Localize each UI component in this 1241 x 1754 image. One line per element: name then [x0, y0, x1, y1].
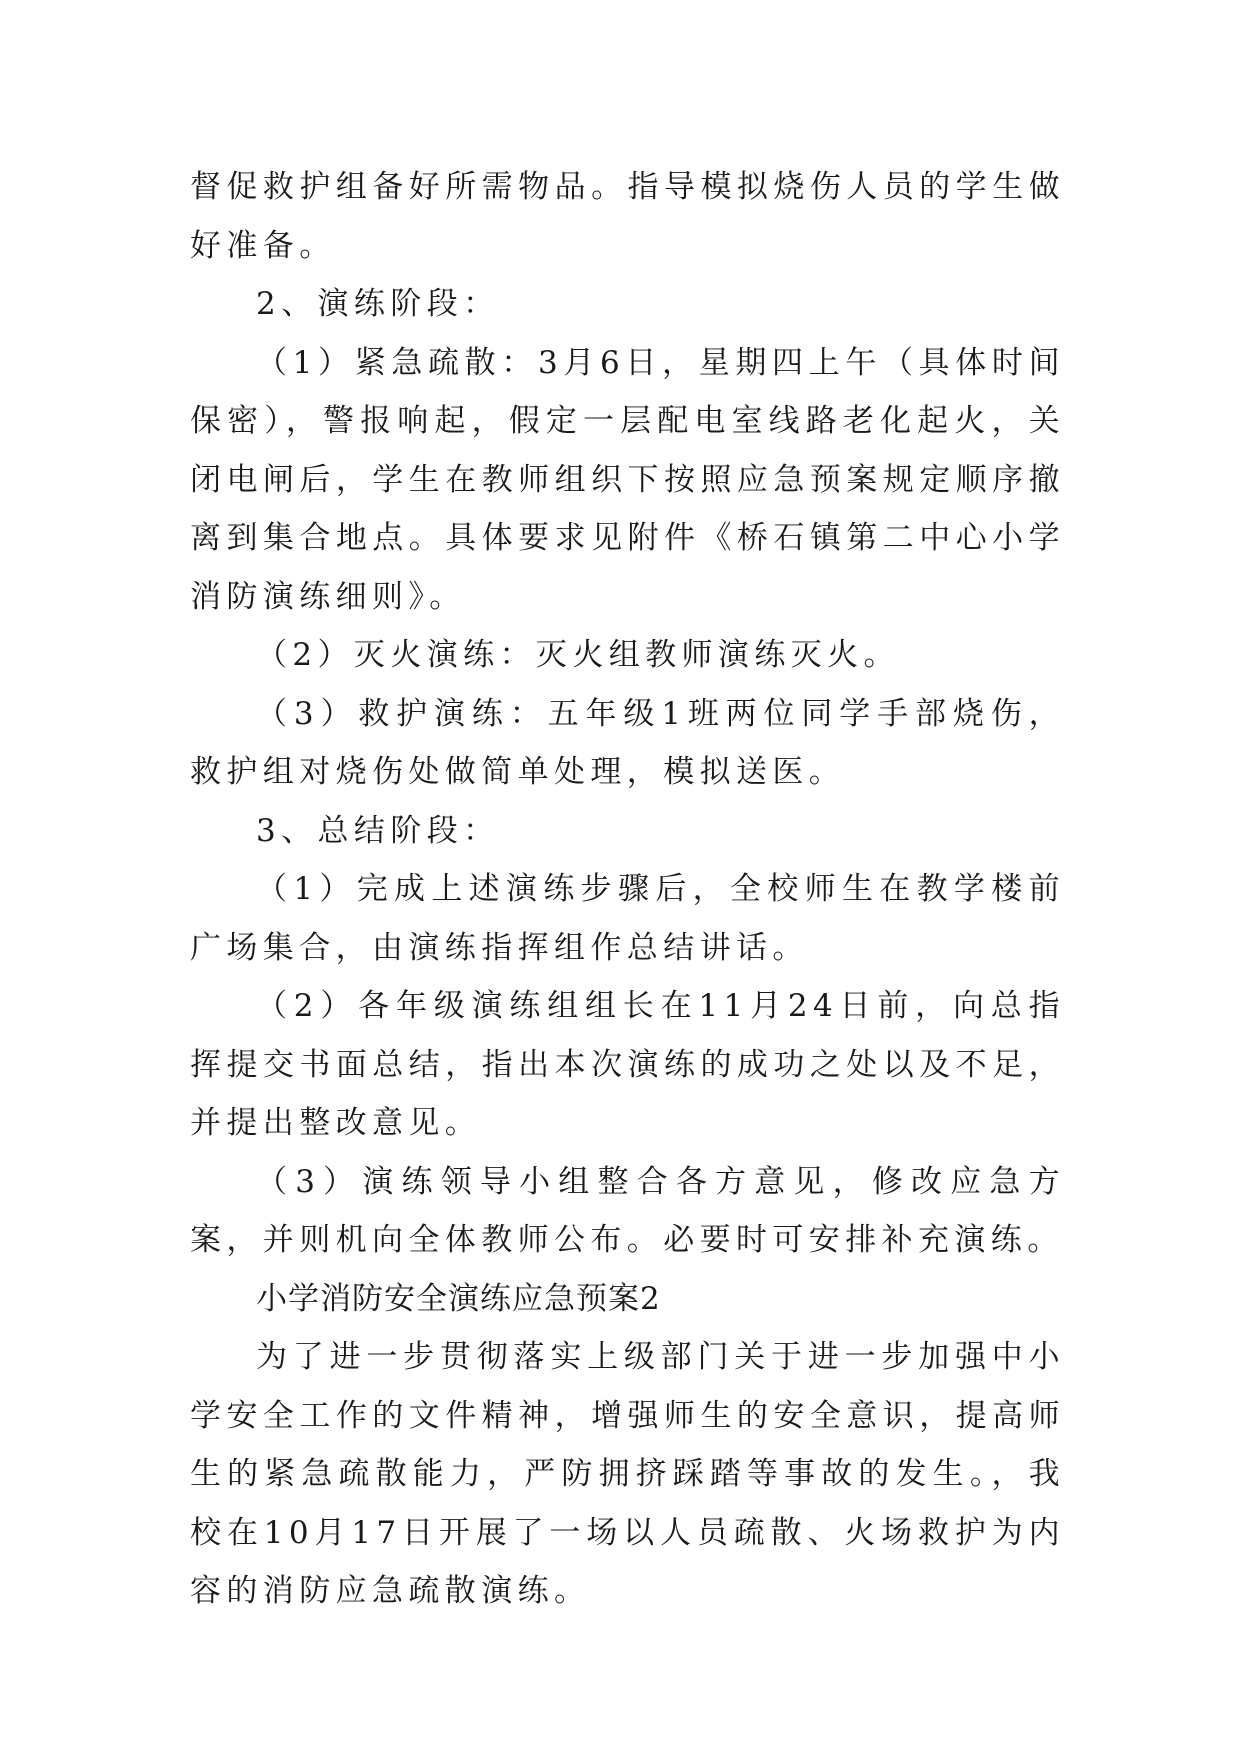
heading-drill-stage: 2、演练阶段：	[256, 286, 500, 322]
paragraph-emergency-evacuation: （1）紧急疏散：3月6日，星期四上午（具体时间保密），警报响起，假定一层配电室线路老化起火，关闭电闸后，学生在教师组织下按照应急预案规定顺序撤离到集合地点。具体要求见附件《桥石镇第二中心小学消防演练细则》。	[190, 344, 1065, 615]
paragraph-written-summary: （2）各年级演练组组长在11月24日前，向总指挥提交书面总结，指出本次演练的成功之处以及不足，并提出整改意见。	[190, 988, 1065, 1141]
paragraph-summary-assembly: （1）完成上述演练步骤后，全校师生在教学楼前广场集合，由演练指挥组作总结讲话。	[190, 871, 1065, 966]
section-title-plan-2: 小学消防安全演练应急预案2	[256, 1280, 661, 1317]
paragraph-continuation: 督促救护组备好所需物品。指导模拟烧伤人员的学生做好准备。	[190, 169, 1065, 264]
document-body	[190, 158, 1065, 1621]
paragraph-rescue-drill: （3）救护演练：五年级1班两位同学手部烧伤，救护组对烧伤处做简单处理，模拟送医。	[190, 695, 1065, 790]
paragraph-plan-revision: （3）演练领导小组整合各方意见，修改应急方案，并则机向全体教师公布。必要时可安排补充演练。	[190, 1163, 1065, 1258]
heading-summary-stage: 3、总结阶段：	[256, 812, 500, 849]
paragraph-plan-2-intro: 为了进一步贯彻落实上级部门关于进一步加强中小学安全工作的文件精神，增强师生的安全意识，提高师生的紧急疏散能力，严防拥挤踩踏等事故的发生。，我校在10月17日开展了一场以人员疏散、火场救护为内容的消防应急疏散演练。	[190, 1339, 1065, 1609]
paragraph-firefighting-drill: （2）灭火演练：灭火组教师演练灭火。	[256, 637, 900, 673]
